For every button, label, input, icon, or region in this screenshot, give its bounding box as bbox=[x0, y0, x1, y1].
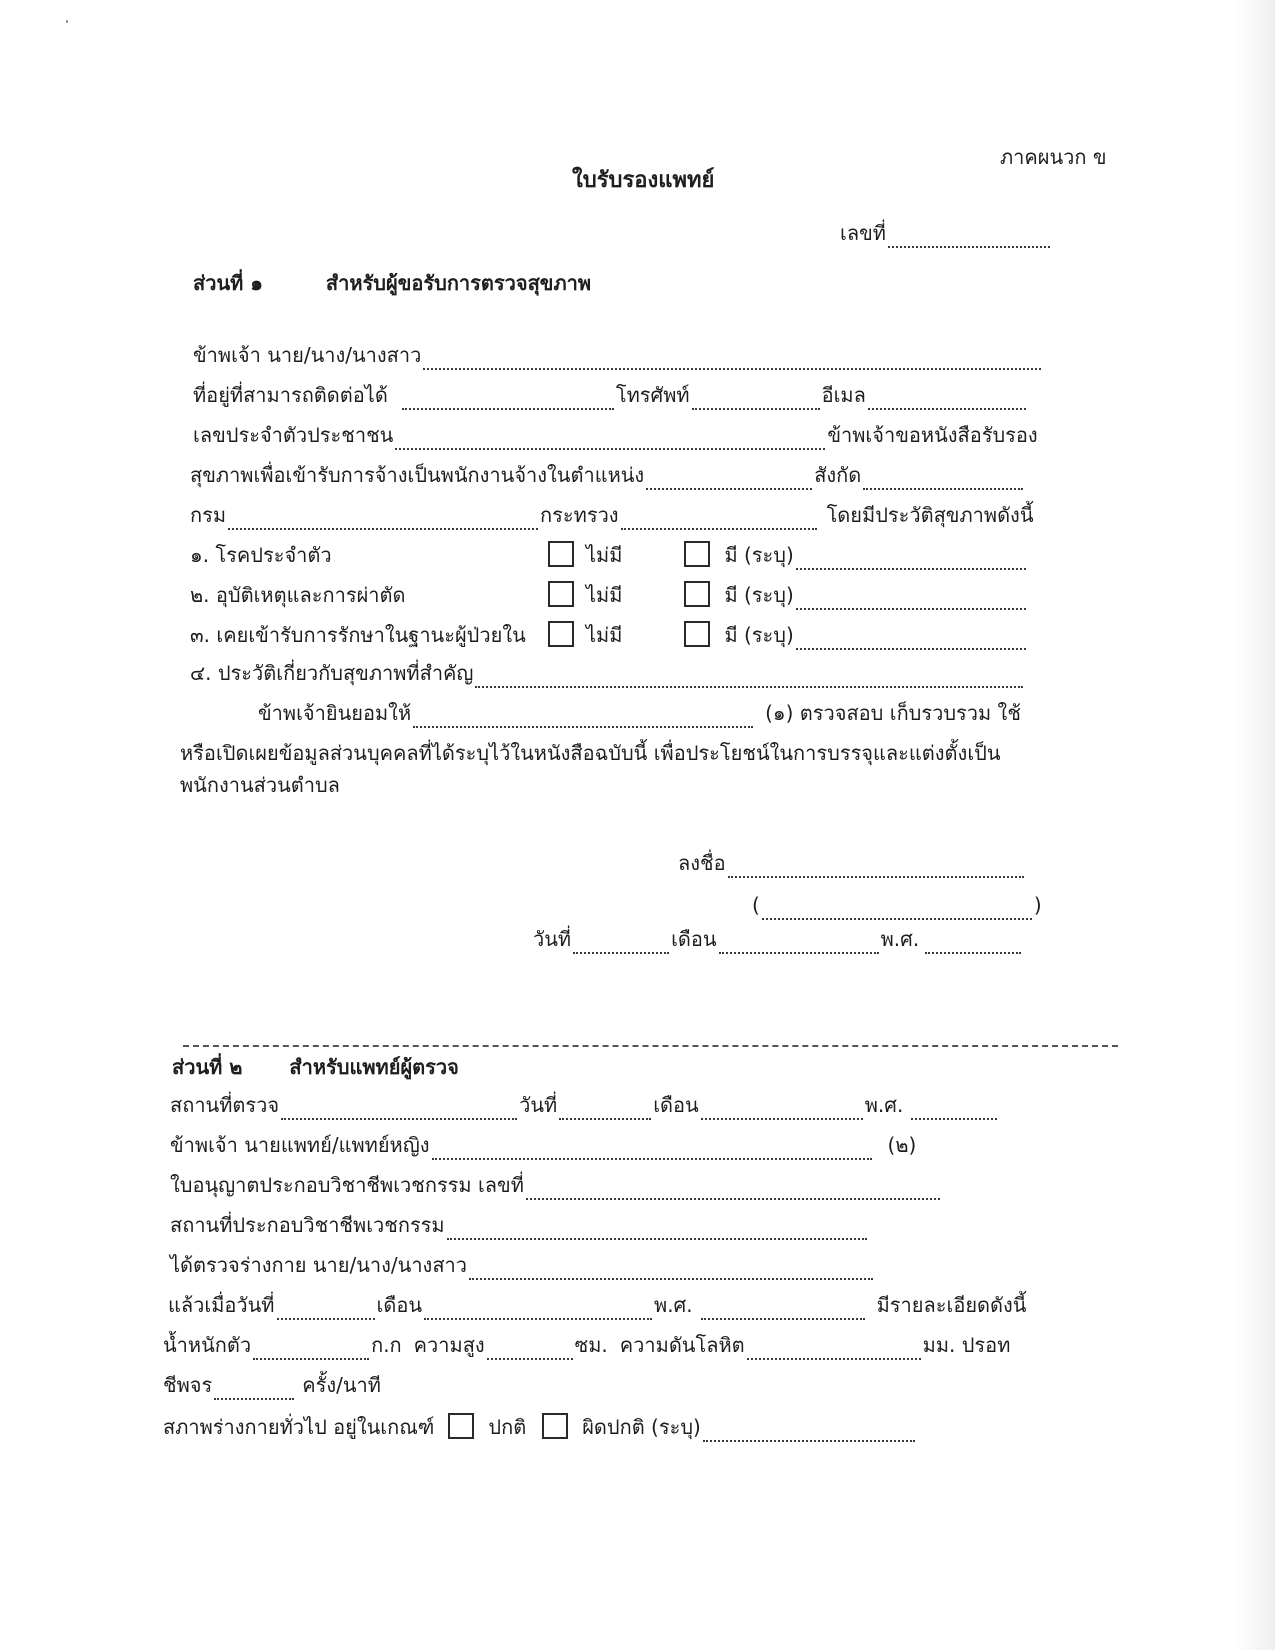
page-title: ใบรับรองแพทย์ bbox=[572, 168, 715, 193]
exam-place-field[interactable] bbox=[281, 1096, 517, 1120]
history-item-2: ๒. อุบัติเหตุและการผ่าตัด bbox=[190, 583, 406, 607]
consent-entity-field[interactable] bbox=[413, 704, 753, 728]
doc-number-row: เลขที่ bbox=[840, 218, 1052, 248]
item3-detail-field[interactable] bbox=[796, 626, 1026, 650]
pulse-field[interactable] bbox=[214, 1376, 294, 1400]
item3-yes-checkbox[interactable] bbox=[684, 621, 710, 647]
height-field[interactable] bbox=[487, 1336, 573, 1360]
item2-yes-checkbox[interactable] bbox=[684, 581, 710, 607]
scan-shadow bbox=[1235, 0, 1275, 1650]
abnormal-checkbox[interactable] bbox=[542, 1413, 568, 1439]
abnormal-detail-field[interactable] bbox=[703, 1418, 915, 1442]
sign-day-field[interactable] bbox=[573, 930, 669, 954]
practice-place-field[interactable] bbox=[447, 1216, 867, 1240]
history-item-3: ๓. เคยเข้ารับการรักษาในฐานะผู้ป่วยใน bbox=[190, 623, 526, 647]
consent-text-line-2: หรือเปิดเผยข้อมูลส่วนบุคคลที่ได้ระบุไว้ในหนังสือฉบับนี้ เพื่อประโยชน์ในการบรรจุและแต่งตั้งเป็น bbox=[180, 741, 1001, 765]
doctor-row: ข้าพเจ้า นายแพทย์/แพทย์หญิง (๒) bbox=[170, 1130, 916, 1160]
sign-month-field[interactable] bbox=[719, 930, 879, 954]
examined-person-field[interactable] bbox=[469, 1256, 873, 1280]
item2-no-checkbox[interactable] bbox=[548, 581, 574, 607]
position-field[interactable] bbox=[646, 466, 812, 490]
name-row: ข้าพเจ้า นาย/นาง/นางสาว bbox=[193, 340, 1043, 370]
history-item-3-options: ไม่มี มี (ระบุ) bbox=[548, 620, 1028, 650]
item1-detail-field[interactable] bbox=[796, 546, 1026, 570]
signature-row: ลงชื่อ bbox=[678, 848, 1026, 878]
phone-field[interactable] bbox=[692, 386, 820, 410]
exam-place-row: สถานที่ตรวจ วันที่ เดือน พ.ศ. bbox=[170, 1090, 999, 1120]
exam-date-row: แล้วเมื่อวันที่ เดือน พ.ศ. มีรายละเอียดดังนี้ bbox=[168, 1290, 1026, 1320]
general-condition-row: สภาพร่างกายทั่วไป อยู่ในเกณฑ์ ปกติ ผิดปกติ (ระบุ) bbox=[163, 1412, 917, 1442]
appendix-label: ภาคผนวก ข bbox=[1000, 145, 1107, 169]
weight-field[interactable] bbox=[253, 1336, 369, 1360]
consent-text-line-3: พนักงานส่วนตำบล bbox=[180, 773, 340, 797]
history-item-2-options: ไม่มี มี (ระบุ) bbox=[548, 580, 1028, 610]
license-row: ใบอนุญาตประกอบวิชาชีพเวชกรรม เลขที่ bbox=[170, 1170, 942, 1200]
part2-heading: ส่วนที่ ๒ สำหรับแพทย์ผู้ตรวจ bbox=[172, 1055, 459, 1079]
scan-speck bbox=[66, 20, 68, 23]
vitals-row: น้ำหนักตัว ก.ก ความสูง ซม. ความดันโลหิต มม. ปรอท bbox=[163, 1330, 1010, 1360]
department-field[interactable] bbox=[228, 506, 538, 530]
consent-row: ข้าพเจ้ายินยอมให้ (๑) ตรวจสอบ เก็บรวบรวม ใช้ bbox=[258, 698, 1021, 728]
exam-day-field[interactable] bbox=[559, 1096, 651, 1120]
address-row: ที่อยู่ที่สามารถติดต่อได้ โทรศัพท์ อีเมล bbox=[193, 380, 1028, 410]
item2-detail-field[interactable] bbox=[796, 586, 1026, 610]
doc-number-field[interactable] bbox=[888, 224, 1050, 248]
applicant-printed-name-field[interactable] bbox=[762, 896, 1032, 920]
signature-date-row: วันที่ เดือน พ.ศ. bbox=[533, 924, 1023, 954]
applicant-signature-field[interactable] bbox=[728, 854, 1024, 878]
affiliation-field[interactable] bbox=[863, 466, 1023, 490]
item1-no-checkbox[interactable] bbox=[548, 541, 574, 567]
department-row: กรม กระทรวง โดยมีประวัติสุขภาพดังนี้ bbox=[190, 500, 1034, 530]
address-field[interactable] bbox=[402, 386, 614, 410]
exam-date-year-field[interactable] bbox=[701, 1296, 865, 1320]
exam-year-field[interactable] bbox=[911, 1096, 997, 1120]
item3-no-checkbox[interactable] bbox=[548, 621, 574, 647]
exam-month-field[interactable] bbox=[701, 1096, 863, 1120]
sign-year-field[interactable] bbox=[925, 930, 1021, 954]
part1-heading: ส่วนที่ ๑ สำหรับผู้ขอรับการตรวจสุขภาพ bbox=[193, 271, 592, 295]
ministry-field[interactable] bbox=[621, 506, 817, 530]
normal-checkbox[interactable] bbox=[448, 1413, 474, 1439]
section-divider bbox=[183, 1045, 1118, 1047]
id-row: เลขประจำตัวประชาชน ข้าพเจ้าขอหนังสือรับรอง bbox=[193, 420, 1038, 450]
email-field[interactable] bbox=[868, 386, 1026, 410]
history-item-4: ๔. ประวัติเกี่ยวกับสุขภาพที่สำคัญ bbox=[190, 658, 1025, 688]
examined-person-row: ได้ตรวจร่างกาย นาย/นาง/นางสาว bbox=[170, 1250, 875, 1280]
blood-pressure-field[interactable] bbox=[747, 1336, 921, 1360]
pulse-row: ชีพจร ครั้ง/นาที bbox=[163, 1370, 381, 1400]
doctor-name-field[interactable] bbox=[432, 1136, 872, 1160]
practice-place-row: สถานที่ประกอบวิชาชีพเวชกรรม bbox=[170, 1210, 869, 1240]
history-item-1: ๑. โรคประจำตัว bbox=[190, 543, 332, 567]
signature-name-row: ( ) bbox=[752, 890, 1042, 920]
exam-date-day-field[interactable] bbox=[277, 1296, 375, 1320]
exam-date-month-field[interactable] bbox=[424, 1296, 652, 1320]
position-row: สุขภาพเพื่อเข้ารับการจ้างเป็นพนักงานจ้างในตำแหน่ง สังกัด bbox=[190, 460, 1025, 490]
item4-detail-field[interactable] bbox=[475, 664, 1023, 688]
citizen-id-field[interactable] bbox=[395, 426, 825, 450]
applicant-name-field[interactable] bbox=[423, 346, 1041, 370]
item1-yes-checkbox[interactable] bbox=[684, 541, 710, 567]
history-item-1-options: ไม่มี มี (ระบุ) bbox=[548, 540, 1028, 570]
license-number-field[interactable] bbox=[526, 1176, 940, 1200]
